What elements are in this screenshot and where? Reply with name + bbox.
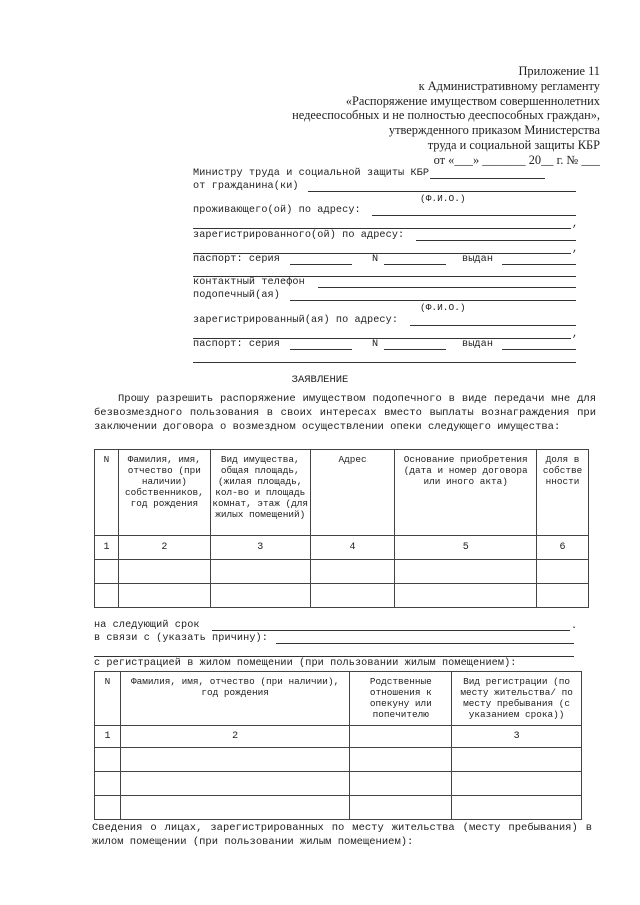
table-header-cell: Фамилия, имя, отчество (при наличии), год рождения [120,672,349,726]
comma: , [572,244,579,255]
table-cell[interactable] [395,560,537,584]
passport-number-field[interactable] [384,264,446,265]
registered-field[interactable] [416,240,576,241]
table-cell[interactable] [350,748,452,772]
table-cell[interactable] [95,584,119,608]
ward-registered-field[interactable] [410,325,576,326]
table-row [95,726,582,748]
from-label: от гражданина(ки) [193,181,299,192]
reason-label: в связи с (указать причину): [94,633,268,644]
table-header-cell: Родственные отношения к опекуну или попечителю [350,672,452,726]
appendix-line: «Распоряжение имуществом совершеннолетних [345,93,600,108]
reason-field[interactable] [276,643,574,644]
table-header-cell: Фамилия, имя, отчество (при наличии) собственников, год рождения [118,450,210,536]
registration-label: с регистрацией в жилом помещении (при пользовании жилым помещением): [94,658,517,669]
table-row [95,584,589,608]
document-title: ЗАЯВЛЕНИЕ [291,374,349,386]
table-cell: 3 [452,726,582,748]
comma: , [572,219,579,230]
appendix-line: труда и социальной защиты КБР [427,137,600,152]
appendix-line: к Административному регламенту [418,78,600,93]
fio-caption: (Ф.И.О.) [420,193,466,204]
passport-series-label: паспорт: серия [193,339,280,350]
table-cell: 4 [310,536,395,560]
residing-field[interactable] [372,215,576,216]
addressee: Министру труда и социальной защиты КБР [193,168,430,179]
ward-field[interactable] [290,300,576,301]
issued-label: выдан [462,339,494,350]
property-table [94,449,589,608]
table-cell: 2 [118,536,210,560]
footer-paragraph: Сведения о лицах, зарегистрированных по месту жительства (месту пребывания) в жилом помещении (при пользовании жилым помещением): [92,822,592,848]
table-cell[interactable] [350,796,452,820]
table-cell[interactable] [310,560,395,584]
issued-field-2[interactable] [193,362,576,363]
table-cell[interactable] [120,796,349,820]
passport-number-label: N [372,339,379,350]
table-row [95,772,582,796]
table-cell[interactable] [350,772,452,796]
ward-label: подопечный(ая) [193,290,280,301]
comma: , [572,329,579,340]
reason-field-2[interactable] [94,656,574,657]
issued-label: выдан [462,254,494,265]
table-cell[interactable] [310,584,395,608]
table-header-cell: N [95,450,119,536]
table-cell[interactable] [118,560,210,584]
table-cell[interactable] [120,772,349,796]
table-cell: 3 [210,536,310,560]
period: . [571,621,578,632]
table-cell[interactable] [95,796,121,820]
table-cell[interactable] [452,748,582,772]
table-cell: 6 [537,536,589,560]
table-cell[interactable] [95,748,121,772]
table-header-cell: Основание приобретения (дата и номер договора или иного акта) [395,450,537,536]
table-row [95,748,582,772]
table-cell: 5 [395,536,537,560]
table-cell[interactable] [210,560,310,584]
term-field[interactable] [212,630,570,631]
appendix-line: недееспособных и не полностью дееспособных граждан», [292,108,600,123]
table-cell[interactable] [537,584,589,608]
residing-field-2[interactable] [193,228,571,229]
table-cell: 2 [120,726,349,748]
table-cell[interactable] [95,772,121,796]
phone-field[interactable] [318,287,576,288]
table-cell: 1 [95,536,119,560]
table-cell[interactable] [537,560,589,584]
table-header-cell: Вид имущества, общая площадь, (жилая площадь, кол-во и площадь комнат, этаж (для жилых помещений) [210,450,310,536]
addressee-line [430,178,545,179]
table-cell[interactable] [118,584,210,608]
table-cell [350,726,452,748]
passport-series-field[interactable] [290,349,352,350]
ward-registered-label: зарегистрированный(ая) по адресу: [193,315,399,326]
table-cell[interactable] [95,560,119,584]
table-cell[interactable] [120,748,349,772]
table-cell[interactable] [452,796,582,820]
table-row [95,796,582,820]
table-header-cell: Адрес [310,450,395,536]
table-header-cell: Вид регистрации (по месту жительства/ по месту пребывания (с указанием срока)) [452,672,582,726]
appendix-date-line: от «___» _______ 20__ г. № ___ [433,152,600,167]
term-label: на следующий срок [94,620,200,631]
passport-number-label: N [372,254,379,265]
fio-caption: (Ф.И.О.) [420,302,466,313]
table-cell[interactable] [452,772,582,796]
table-cell: 1 [95,726,121,748]
table-row [95,560,589,584]
fio-field[interactable] [308,191,576,192]
table-header-cell: Доля в собстве нности [537,450,589,536]
registration-table [94,671,582,820]
issued-field[interactable] [502,349,576,350]
passport-number-field[interactable] [384,349,446,350]
appendix-title: Приложение 11 [518,64,600,78]
appendix-line: утвержденного приказом Министерства [388,123,600,138]
appendix-header [270,64,600,168]
table-header-cell: N [95,672,121,726]
table-cell[interactable] [395,584,537,608]
table-cell[interactable] [210,584,310,608]
passport-series-field[interactable] [290,264,352,265]
registered-label: зарегистрированного(ой) по адресу: [193,230,405,241]
passport-series-label: паспорт: серия [193,254,280,265]
table-row [95,536,589,560]
residing-label: проживающего(ой) по адресу: [193,205,361,216]
phone-label: контактный телефон [193,277,305,288]
issued-field[interactable] [502,264,576,265]
request-paragraph: Прошу разрешить распоряжение имуществом подопечного в виде передачи мне для безвозмездного пользования в своих интересах вместо выплаты вознаграждения при заключении договора о возмездном осуществлении опеки следующего имущества: [94,393,596,433]
